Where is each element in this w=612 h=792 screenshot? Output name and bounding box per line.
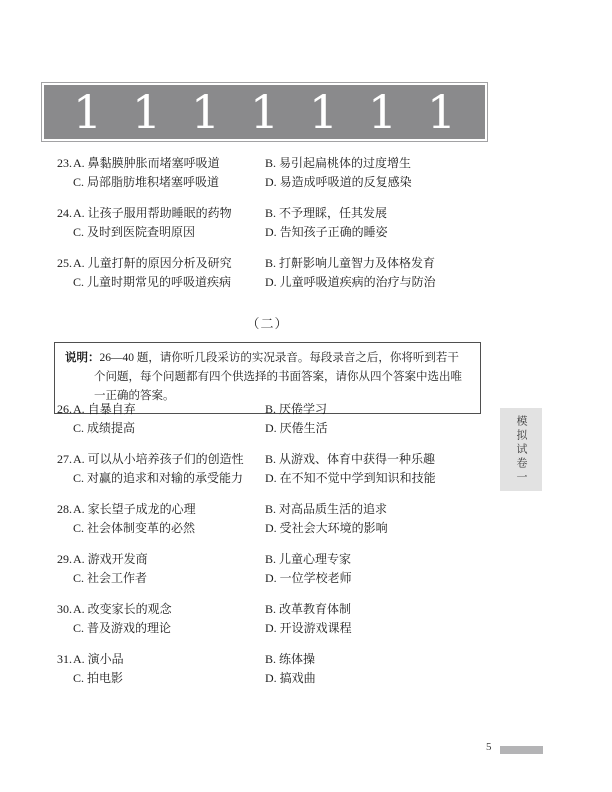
banner-digit: 1 <box>249 85 280 139</box>
option-a: A. 改变家长的观念 <box>73 602 172 616</box>
instruction-label: 说明： <box>65 352 100 364</box>
option-c: C. 社会工作者 <box>73 571 148 585</box>
option-a: A. 自暴自弃 <box>73 402 136 416</box>
question-28 <box>57 500 487 538</box>
question-row <box>57 273 487 292</box>
option-d: D. 告知孩子正确的睡姿 <box>265 225 388 239</box>
option-a: A. 可以从小培养孩子们的创造性 <box>73 452 244 466</box>
option-b: B. 儿童心理专家 <box>265 552 352 566</box>
option-b: B. 改革教育体制 <box>265 602 352 616</box>
option-c: C. 拍电影 <box>73 671 124 685</box>
question-row <box>57 500 487 519</box>
question-23 <box>57 154 487 192</box>
option-b: B. 易引起扁桃体的过度增生 <box>265 156 412 170</box>
question-row <box>57 173 487 192</box>
option-a: A. 演小品 <box>73 652 124 666</box>
option-a: A. 让孩子服用帮助睡眠的药物 <box>73 206 232 220</box>
option-d: D. 儿童呼吸道疾病的治疗与防治 <box>265 275 436 289</box>
sidebar-tab-label: 模拟试卷一 <box>515 414 527 485</box>
option-a: A. 儿童打鼾的原因分析及研究 <box>73 256 232 270</box>
question-row <box>57 469 487 488</box>
question-number-spacer <box>57 569 73 588</box>
option-c: C. 普及游戏的理论 <box>73 621 172 635</box>
question-number: 24. <box>57 206 72 220</box>
question-31 <box>57 650 487 688</box>
banner-digit: 1 <box>72 85 103 139</box>
option-c: C. 成绩提高 <box>73 421 136 435</box>
question-row <box>57 204 487 223</box>
option-c: C. 及时到医院查明原因 <box>73 225 196 239</box>
option-d: D. 受社会大环境的影响 <box>265 521 388 535</box>
question-24 <box>57 204 487 242</box>
questions-26-31 <box>57 400 487 700</box>
option-c: C. 局部脂肪堆积堵塞呼吸道 <box>73 175 220 189</box>
option-b: B. 厌倦学习 <box>265 402 328 416</box>
answer-strip-banner <box>42 83 487 141</box>
question-number-spacer <box>57 419 73 438</box>
question-row <box>57 400 487 419</box>
option-d: D. 在不知不觉中学到知识和技能 <box>265 471 436 485</box>
sidebar-tab-mock-exam-1 <box>500 408 542 491</box>
question-row <box>57 600 487 619</box>
question-25 <box>57 254 487 292</box>
option-c: C. 儿童时期常见的呼吸道疾病 <box>73 275 232 289</box>
option-c: C. 对赢的追求和对输的承受能力 <box>73 471 244 485</box>
option-b: B. 不予理睬，任其发展 <box>265 206 388 220</box>
option-b: B. 练体操 <box>265 652 316 666</box>
question-row <box>57 619 487 638</box>
option-d: D. 一位学校老师 <box>265 571 352 585</box>
option-a: A. 游戏开发商 <box>73 552 148 566</box>
question-29 <box>57 550 487 588</box>
question-number: 31. <box>57 652 72 666</box>
question-row <box>57 254 487 273</box>
option-a: A. 鼻黏膜肿胀而堵塞呼吸道 <box>73 156 220 170</box>
page-number: 5 <box>486 741 492 753</box>
question-number: 26. <box>57 402 72 416</box>
question-number-spacer <box>57 223 73 242</box>
question-27 <box>57 450 487 488</box>
question-row <box>57 223 487 242</box>
question-row <box>57 550 487 569</box>
question-number-spacer <box>57 173 73 192</box>
question-row <box>57 650 487 669</box>
question-row <box>57 154 487 173</box>
question-number: 23. <box>57 156 72 170</box>
question-number-spacer <box>57 669 73 688</box>
question-30 <box>57 600 487 638</box>
banner-digit: 1 <box>190 85 221 139</box>
banner-digit: 1 <box>367 85 398 139</box>
question-number: 27. <box>57 452 72 466</box>
option-a: A. 家长望子成龙的心理 <box>73 502 196 516</box>
footer-decoration-bar <box>500 746 543 754</box>
banner-digit: 1 <box>426 85 457 139</box>
banner-digit: 1 <box>308 85 339 139</box>
section-header: （二） <box>246 316 289 331</box>
instruction-text <box>65 349 470 406</box>
option-c: C. 社会体制变革的必然 <box>73 521 196 535</box>
question-number: 29. <box>57 552 72 566</box>
question-number-spacer <box>57 619 73 638</box>
instruction-body: 26—40 题，请你听几段采访的实况录音。每段录音之后，你将听到若干个问题，每个问题都有四个供选择的书面答案，请你从四个答案中选出唯一正确的答案。 <box>94 352 462 402</box>
questions-23-25 <box>57 154 487 304</box>
question-number: 30. <box>57 602 72 616</box>
option-b: B. 从游戏、体育中获得一种乐趣 <box>265 452 436 466</box>
banner-digit: 1 <box>131 85 162 139</box>
question-row <box>57 669 487 688</box>
question-row <box>57 569 487 588</box>
question-number-spacer <box>57 469 73 488</box>
question-number: 28. <box>57 502 72 516</box>
question-number-spacer <box>57 273 73 292</box>
option-d: D. 搞戏曲 <box>265 671 316 685</box>
option-b: B. 对高品质生活的追求 <box>265 502 388 516</box>
option-b: B. 打鼾影响儿童智力及体格发育 <box>265 256 436 270</box>
question-row <box>57 419 487 438</box>
question-row <box>57 519 487 538</box>
option-d: D. 易造成呼吸道的反复感染 <box>265 175 412 189</box>
option-d: D. 厌倦生活 <box>265 421 328 435</box>
option-d: D. 开设游戏课程 <box>265 621 352 635</box>
question-number-spacer <box>57 519 73 538</box>
question-row <box>57 450 487 469</box>
question-number: 25. <box>57 256 72 270</box>
question-26 <box>57 400 487 438</box>
